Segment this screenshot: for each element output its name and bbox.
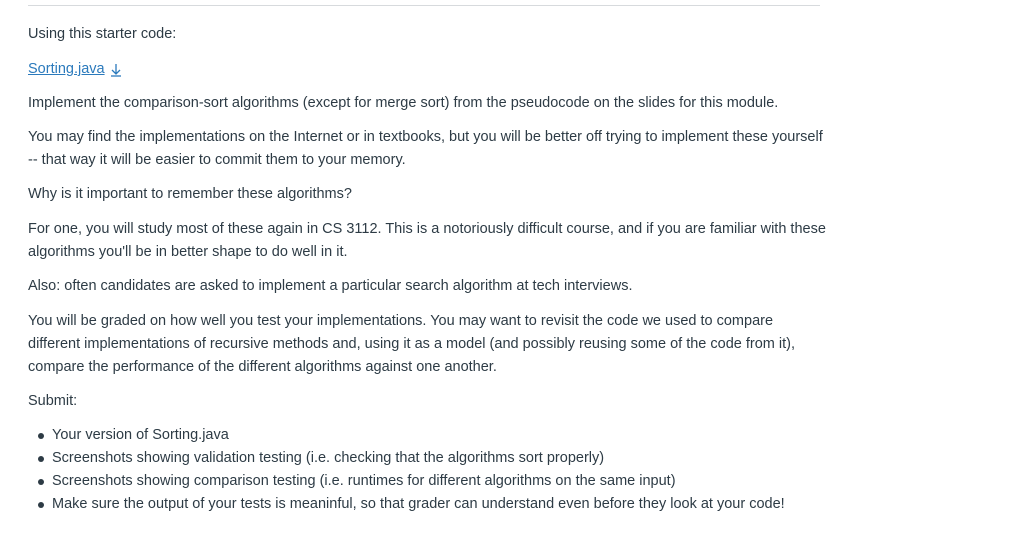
list-item: Screenshots showing validation testing (i.e. checking that the algorithms sort properly): [52, 447, 852, 470]
top-divider: [28, 5, 820, 6]
file-link-paragraph: [28, 58, 828, 81]
submit-list: [28, 424, 852, 516]
list-item: Make sure the output of your tests is meaninful, so that grader can understand even before they look at your code!: [52, 493, 852, 516]
interviews-paragraph: Also: often candidates are asked to implement a particular search algorithm at tech interviews.: [28, 278, 633, 294]
list-item: Screenshots showing comparison testing (i.e. runtimes for different algorithms on the same input): [52, 470, 852, 493]
internet-paragraph: You may find the implementations on the Internet or in textbooks, but you will be better off trying to implement these yourself -- that way it will be easier to commit them to your memory.: [28, 129, 823, 168]
intro-text: Using this starter code:: [28, 26, 177, 42]
cs3112-paragraph: For one, you will study most of these again in CS 3112. This is a notoriously difficult course, and if you are familiar with these algorithms you'll be in better shape to do well in it.: [28, 221, 826, 260]
why-paragraph: Why is it important to remember these algorithms?: [28, 186, 352, 202]
graded-paragraph: You will be graded on how well you test your implementations. You may want to revisit the code we used to compare different implementations of recursive methods and, using it as a model (and possibly reusing some of the code from it), compare the performance of the different algorithms against one another.: [28, 313, 796, 375]
list-item: Your version of Sorting.java: [52, 424, 852, 447]
sorting-java-link[interactable]: Sorting.java: [28, 61, 105, 77]
submit-heading: Submit:: [28, 393, 78, 409]
implement-paragraph: Implement the comparison-sort algorithms (except for merge sort) from the pseudocode on the slides for this module.: [28, 95, 779, 111]
download-arrow-icon[interactable]: [109, 62, 123, 76]
